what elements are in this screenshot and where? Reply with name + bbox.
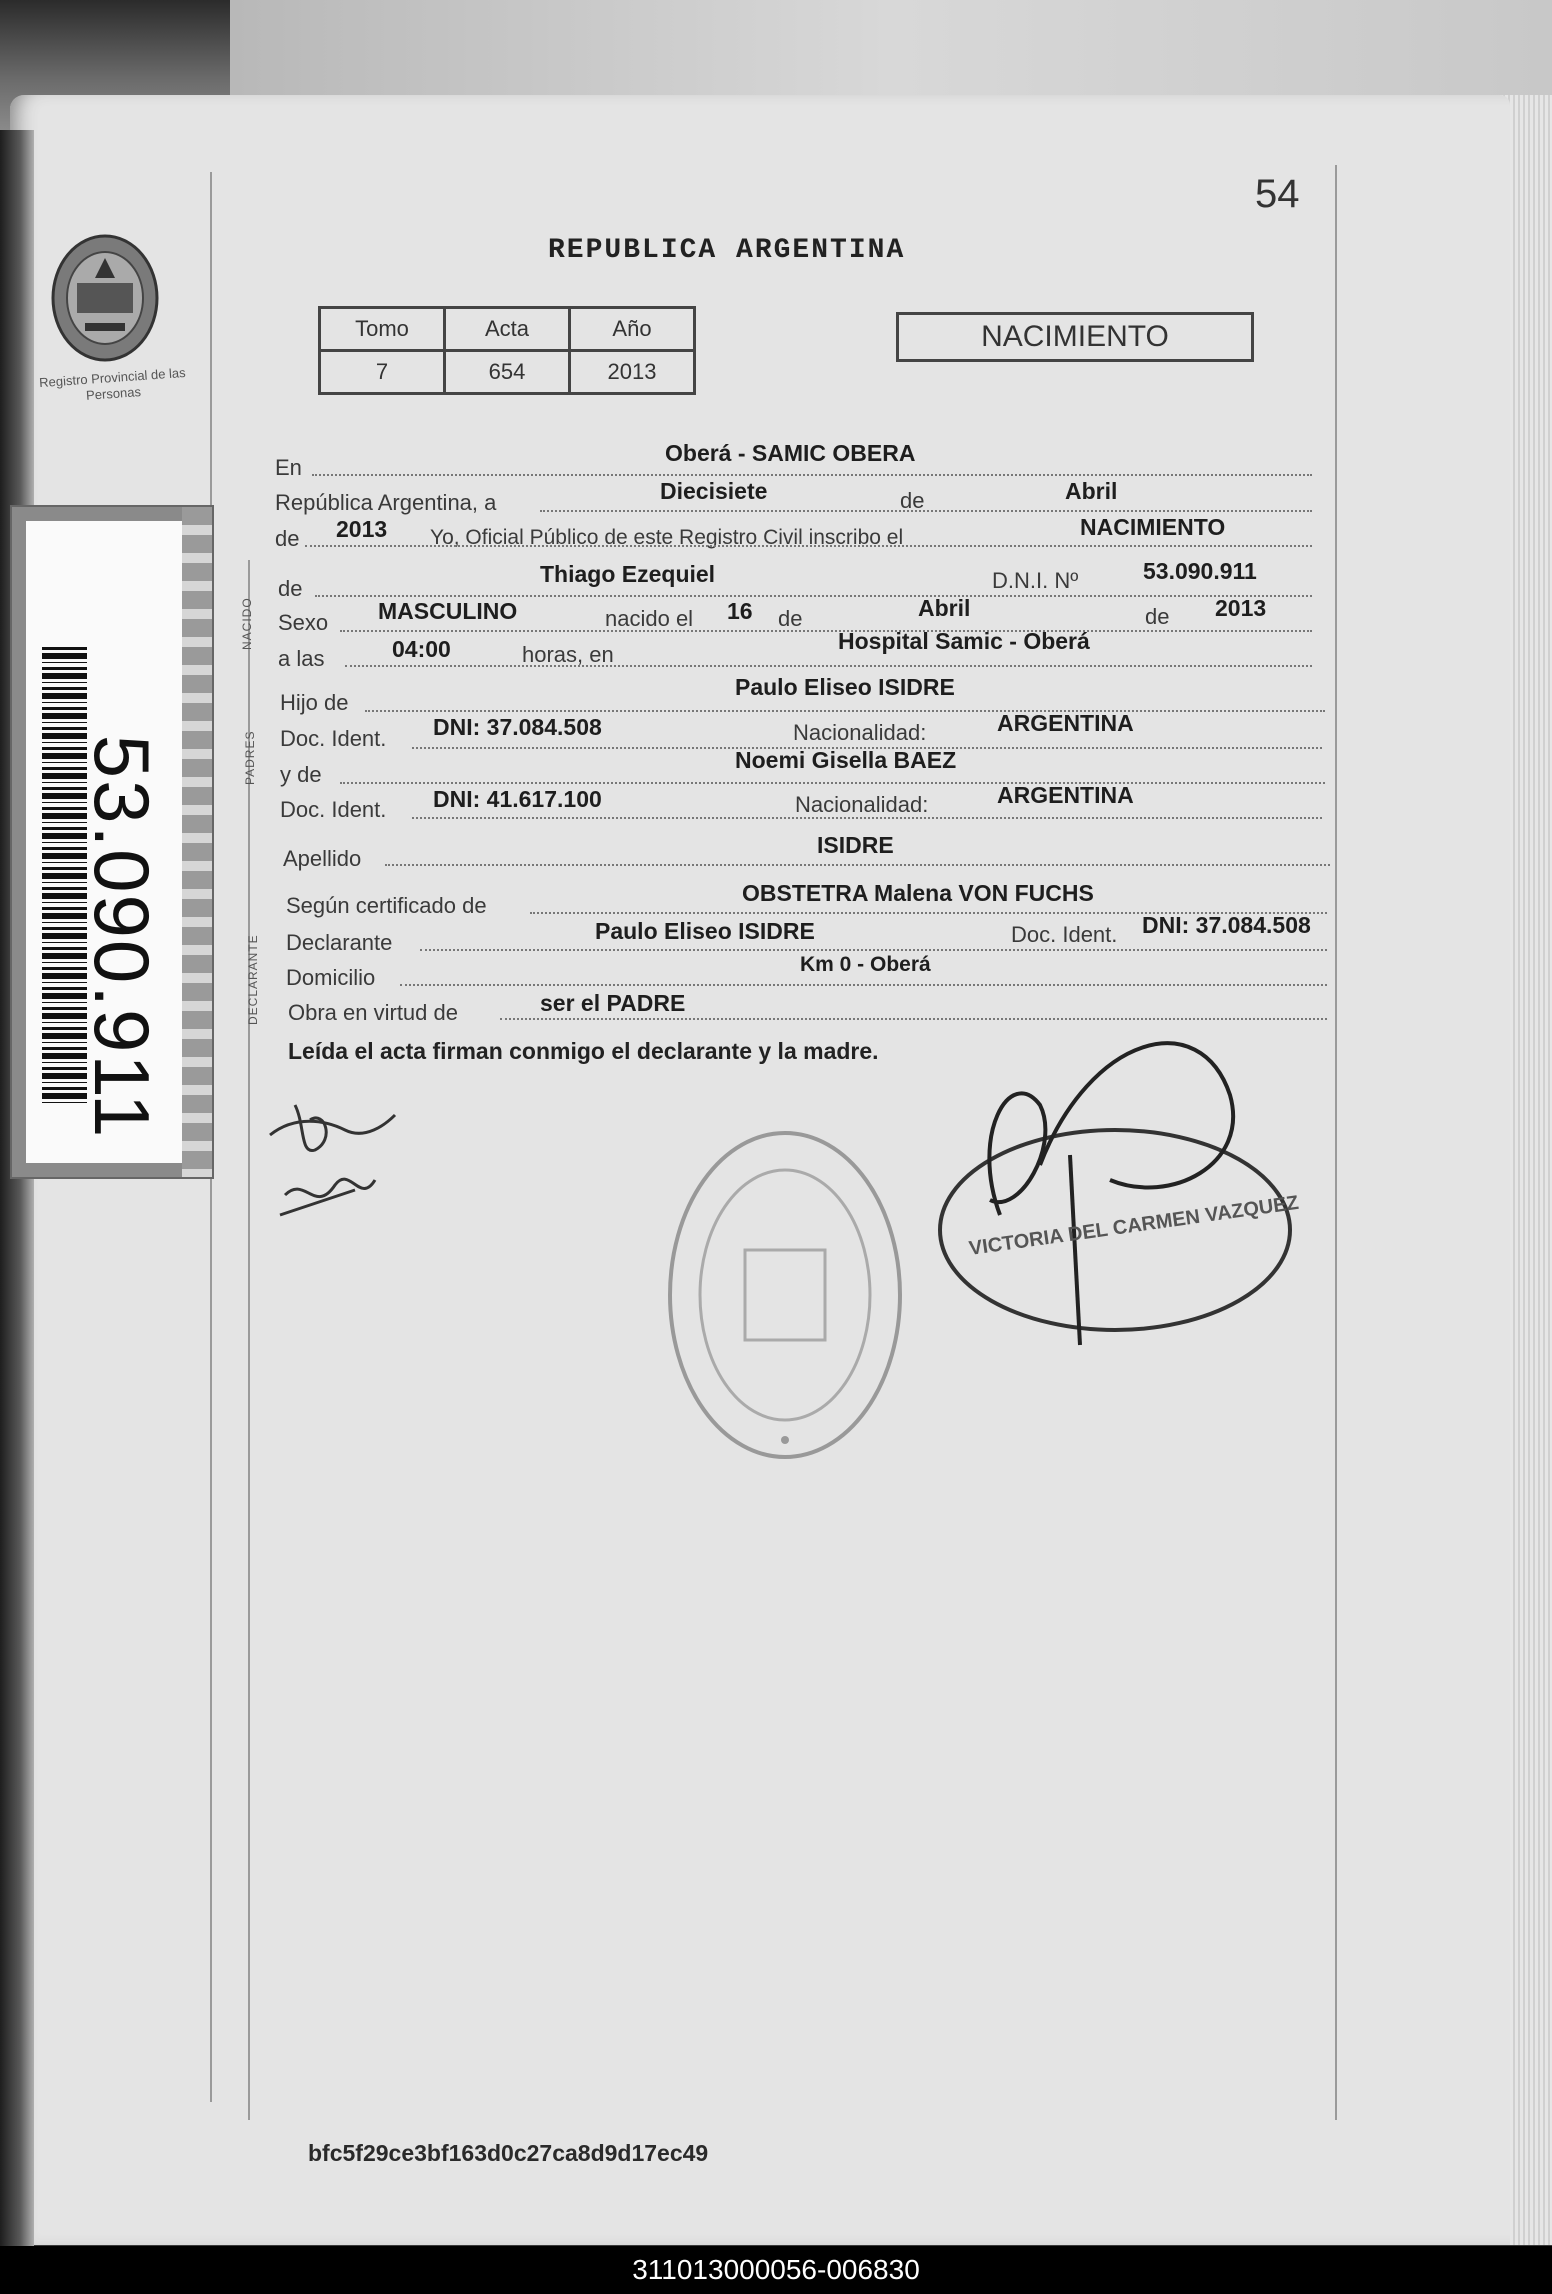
declarant-name-value: Paulo Eliseo ISIDRE	[595, 918, 815, 944]
en-label: En	[275, 455, 302, 480]
section-margin-line	[248, 560, 250, 2120]
dotted-line	[540, 508, 1312, 512]
child-name-value: Thiago Ezequiel	[540, 561, 716, 587]
day-value: Diecisiete	[660, 478, 768, 504]
de-label: de	[275, 526, 300, 551]
birth-month-value: Abril	[918, 595, 971, 621]
certificate-value: OBSTETRA Malena VON FUCHS	[742, 880, 1094, 906]
right-margin-line	[1335, 165, 1337, 2120]
nacionalidad-label: Nacionalidad:	[793, 720, 927, 745]
obra-en-virtud-label: Obra en virtud de	[288, 1000, 458, 1025]
barcode-number: 53.090.911	[78, 734, 166, 1140]
surname-value: ISIDRE	[817, 832, 894, 858]
a-las-label: a las	[278, 646, 325, 671]
footer-code: 311013000056-006830	[632, 2254, 920, 2285]
value-tomo: 7	[320, 351, 445, 394]
reference-table	[318, 306, 696, 395]
dotted-line	[315, 593, 1312, 597]
provincial-registry-seal-icon	[45, 228, 165, 368]
document-title: REPUBLICA ARGENTINA	[548, 235, 906, 266]
document-hash: bfc5f29ce3bf163d0c27ca8d9d17ec49	[308, 2140, 709, 2166]
dni-label: D.N.I. Nº	[992, 568, 1079, 593]
dotted-line	[400, 982, 1327, 986]
dotted-line	[345, 663, 1312, 667]
page-number: 54	[1255, 172, 1300, 216]
top-page-edge	[230, 0, 1552, 100]
republica-label: República Argentina, a	[275, 490, 497, 515]
year-value: 2013	[336, 516, 388, 542]
reference-value-row	[320, 351, 695, 394]
doc-ident-label: Doc. Ident.	[280, 726, 387, 751]
footer-bar	[0, 2246, 1552, 2294]
father-nationality-value: ARGENTINA	[997, 710, 1134, 736]
month-value: Abril	[1065, 478, 1118, 504]
section-label-padres: PADRES	[243, 730, 257, 785]
dotted-line	[385, 862, 1330, 866]
official-signature-stamp-icon	[930, 1015, 1300, 1375]
closing-statement: Leída el acta firman conmigo el declarante y la madre.	[288, 1038, 879, 1064]
reference-header-row	[320, 308, 695, 351]
doc-ident-label: Doc. Ident.	[1011, 922, 1118, 947]
section-label-declarante: DECLARANTE	[246, 934, 260, 1025]
mother-name-value: Noemi Gisella BAEZ	[735, 747, 957, 773]
capacity-value: ser el PADRE	[540, 990, 686, 1016]
mother-doc-value: DNI: 41.617.100	[433, 786, 602, 812]
apellido-label: Apellido	[283, 846, 362, 871]
father-name-value: Paulo Eliseo ISIDRE	[735, 674, 955, 700]
stamp-text: VICTORIA DEL CARMEN VAZQUEZ	[967, 1191, 1300, 1260]
declarant-doc-value: DNI: 37.084.508	[1142, 912, 1311, 938]
value-ano: 2013	[570, 351, 695, 394]
time-value: 04:00	[392, 636, 451, 662]
nacionalidad-label: Nacionalidad:	[795, 792, 929, 817]
dotted-line	[365, 708, 1325, 712]
mother-nationality-value: ARGENTINA	[997, 782, 1134, 808]
registrar-text: Yo, Oficial Público de este Registro Civil inscribo el	[430, 526, 904, 549]
header-acta: Acta	[445, 308, 570, 351]
sex-value: MASCULINO	[378, 598, 518, 624]
sexo-label: Sexo	[278, 610, 329, 635]
nacido-el-label: nacido el	[605, 606, 694, 631]
header-ano: Año	[570, 308, 695, 351]
declarante-label: Declarante	[286, 930, 393, 955]
birth-day-value: 16	[727, 598, 753, 624]
registry-caption: Registro Provincial de las Personas	[38, 364, 187, 403]
card-stripe	[182, 507, 212, 1177]
child-dni-value: 53.090.911	[1143, 558, 1257, 584]
domicilio-label: Domicilio	[286, 965, 376, 990]
header-tomo: Tomo	[320, 308, 445, 351]
registry-seal-stamp-icon	[660, 1120, 910, 1470]
y-de-label: y de	[280, 762, 322, 787]
section-label-nacido: NACIDO	[240, 597, 254, 650]
value-acta: 654	[445, 351, 570, 394]
doc-ident-label: Doc. Ident.	[280, 797, 387, 822]
father-doc-value: DNI: 37.084.508	[433, 714, 602, 740]
dotted-line	[312, 472, 1312, 476]
de-label: de	[778, 606, 803, 631]
birth-year-value: 2013	[1215, 595, 1267, 621]
birth-place-value: Hospital Samic - Oberá	[838, 628, 1090, 654]
act-type-value: NACIMIENTO	[1080, 514, 1226, 540]
de-label: de	[1145, 604, 1170, 629]
declarant-signature-icon	[265, 1085, 405, 1225]
horas-label: horas, en	[522, 642, 614, 667]
dotted-line	[420, 947, 1327, 951]
segun-certificado-label: Según certificado de	[286, 893, 487, 918]
dotted-line	[340, 780, 1325, 784]
de-label: de	[278, 576, 303, 601]
document-type-box: NACIMIENTO	[896, 312, 1254, 362]
dotted-line	[305, 543, 1312, 547]
barcode-card	[10, 505, 214, 1179]
address-value: Km 0 - Oberá	[800, 953, 931, 976]
hijo-de-label: Hijo de	[280, 690, 349, 715]
binding-shadow	[0, 130, 34, 2250]
de-label: de	[900, 488, 925, 513]
place-value: Oberá - SAMIC OBERA	[665, 440, 916, 466]
